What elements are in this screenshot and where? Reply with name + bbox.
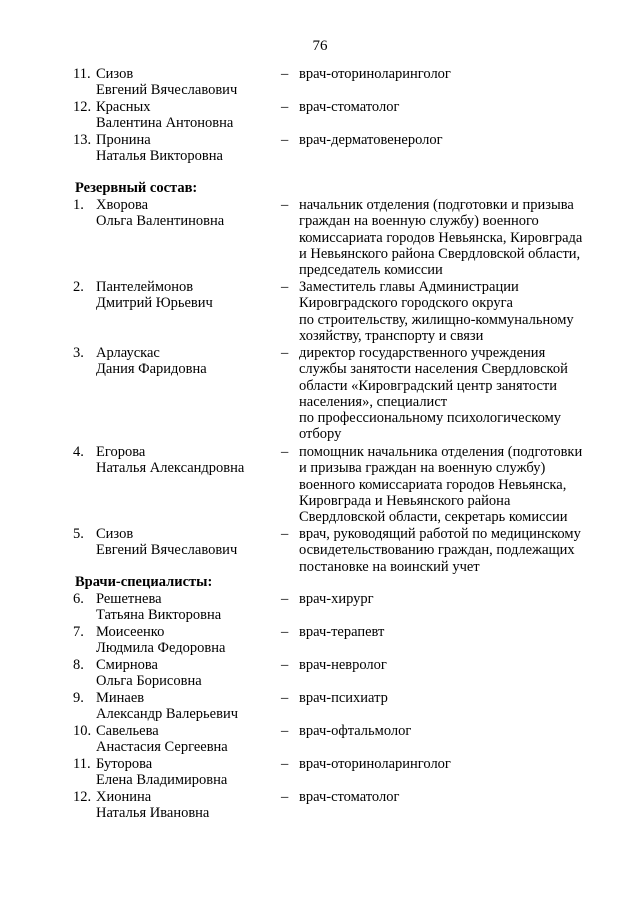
item-number: 7. [73, 624, 84, 640]
position-description: врач-невролог [299, 657, 387, 673]
person-name: Сизов Евгений Вячеславович [96, 526, 238, 559]
item-number: 11. [73, 756, 91, 772]
person-name: Савельева Анастасия Сергеевна [96, 723, 228, 756]
person-name: Моисеенко Людмила Федоровна [96, 624, 226, 657]
person-name: Решетнева Татьяна Викторовна [96, 591, 222, 624]
position-description: врач, руководящий работой по медицинскому освидетельствованию граждан, подлежащих постановке на воинский учет [299, 526, 581, 575]
position-description: начальник отделения (подготовки и призыва граждан на военную службу) военного комиссариата городов Невьянска, Кировграда и Невьянского района Свердловской области, председатель комиссии [299, 197, 583, 279]
document-page: 76 11. Сизов Евгений Вячеславович – врач-оториноларинголог 12. Красных Валентина Антоновна – врач-стоматолог 13. Пронина Наталья Викторовна – врач-дерматовенеролог Резервный состав: 1. Хворова Ольга Валентиновна – начальник отделения (подготовки и призыва граждан на военную службу) военного комиссариата городов Невьянска, Кировграда и Невьянского района Свердловской области, председатель комиссии 2. Пантелеймонов Дмитрий Юрьевич – Заместитель главы Администрации Кировградского городского округа по строительству, жилищно-коммунальному хозяйству, транспорту и связи 3. Арлаускас Дания Фаридовна – директор государственного учреждения службы занятости населения Свердловской области «Кировградский центр занятости населения», специалист по профессиональному психологическому отбору 4. Егорова Наталья Александровна – помощник начальника отделения (подготовки и призыва граждан на военную службу) военного комиссариата городов Невьянска, Кировграда и Невьянского района Свердловской области, секретарь комиссии 5. Сизов Евгений Вячеславович – врач, руководящий работой по медицинскому освидетельствованию граждан, подлежащих постановке на воинский учет Врачи-специалисты: 6. Решетнева Татьяна Викторовна – врач-хирург 7. Моисеенко Людмила Федоровна – врач-терапевт 8. Смирнова Ольга Борисовна – врач-невролог 9. Минаев Александр Валерьевич – врач-психиатр 10. Савельева Анастасия Сергеевна – врач-офтальмолог 11. Буторова Елена Владимировна – врач-оториноларинголог 12. Хионина Наталья Ивановна – врач-стоматолог [0, 0, 640, 905]
person-name: Пронина Наталья Викторовна [96, 132, 223, 165]
item-number: 5. [73, 526, 84, 542]
position-description: Заместитель главы Администрации Кировградского городского округа по строительству, жилищно-коммунальному хозяйству, транспорту и связи [299, 279, 574, 344]
position-description: врач-офтальмолог [299, 723, 412, 739]
item-number: 12. [73, 789, 92, 805]
page-number: 76 [312, 38, 328, 54]
person-name: Егорова Наталья Александровна [96, 444, 245, 477]
position-description: помощник начальника отделения (подготовки и призыва граждан на военную службу) военного комиссариата городов Невьянска, Кировграда и Невьянского района Свердловской области, секретарь комиссии [299, 444, 583, 526]
item-number: 13. [73, 132, 92, 148]
person-name: Арлаускас Дания Фаридовна [96, 345, 207, 378]
position-description: врач-стоматолог [299, 789, 400, 805]
item-number: 10. [73, 723, 92, 739]
person-name: Минаев Александр Валерьевич [96, 690, 238, 723]
position-description: врач-терапевт [299, 624, 385, 640]
section-heading-reserve: Резервный состав: [75, 180, 198, 196]
position-description: врач-психиатр [299, 690, 388, 706]
item-number: 3. [73, 345, 84, 361]
item-number: 11. [73, 66, 91, 82]
person-name: Хионина Наталья Ивановна [96, 789, 210, 822]
person-name: Хворова Ольга Валентиновна [96, 197, 225, 230]
person-name: Буторова Елена Владимировна [96, 756, 228, 789]
position-description: врач-оториноларинголог [299, 66, 451, 82]
person-name: Смирнова Ольга Борисовна [96, 657, 202, 690]
person-name: Пантелеймонов Дмитрий Юрьевич [96, 279, 213, 312]
item-number: 9. [73, 690, 84, 706]
item-number: 12. [73, 99, 92, 115]
item-number: 2. [73, 279, 84, 295]
position-description: врач-хирург [299, 591, 374, 607]
item-number: 4. [73, 444, 84, 460]
position-description: директор государственного учреждения службы занятости населения Свердловской области «Кировградский центр занятости населения», специалист по профессиональному психологическому отбору [299, 345, 568, 443]
position-description: врач-стоматолог [299, 99, 400, 115]
item-number: 6. [73, 591, 84, 607]
position-description: врач-оториноларинголог [299, 756, 451, 772]
item-number: 1. [73, 197, 84, 213]
position-description: врач-дерматовенеролог [299, 132, 443, 148]
section-heading-doctors: Врачи-специалисты: [75, 574, 213, 590]
person-name: Красных Валентина Антоновна [96, 99, 234, 132]
item-number: 8. [73, 657, 84, 673]
person-name: Сизов Евгений Вячеславович [96, 66, 238, 99]
